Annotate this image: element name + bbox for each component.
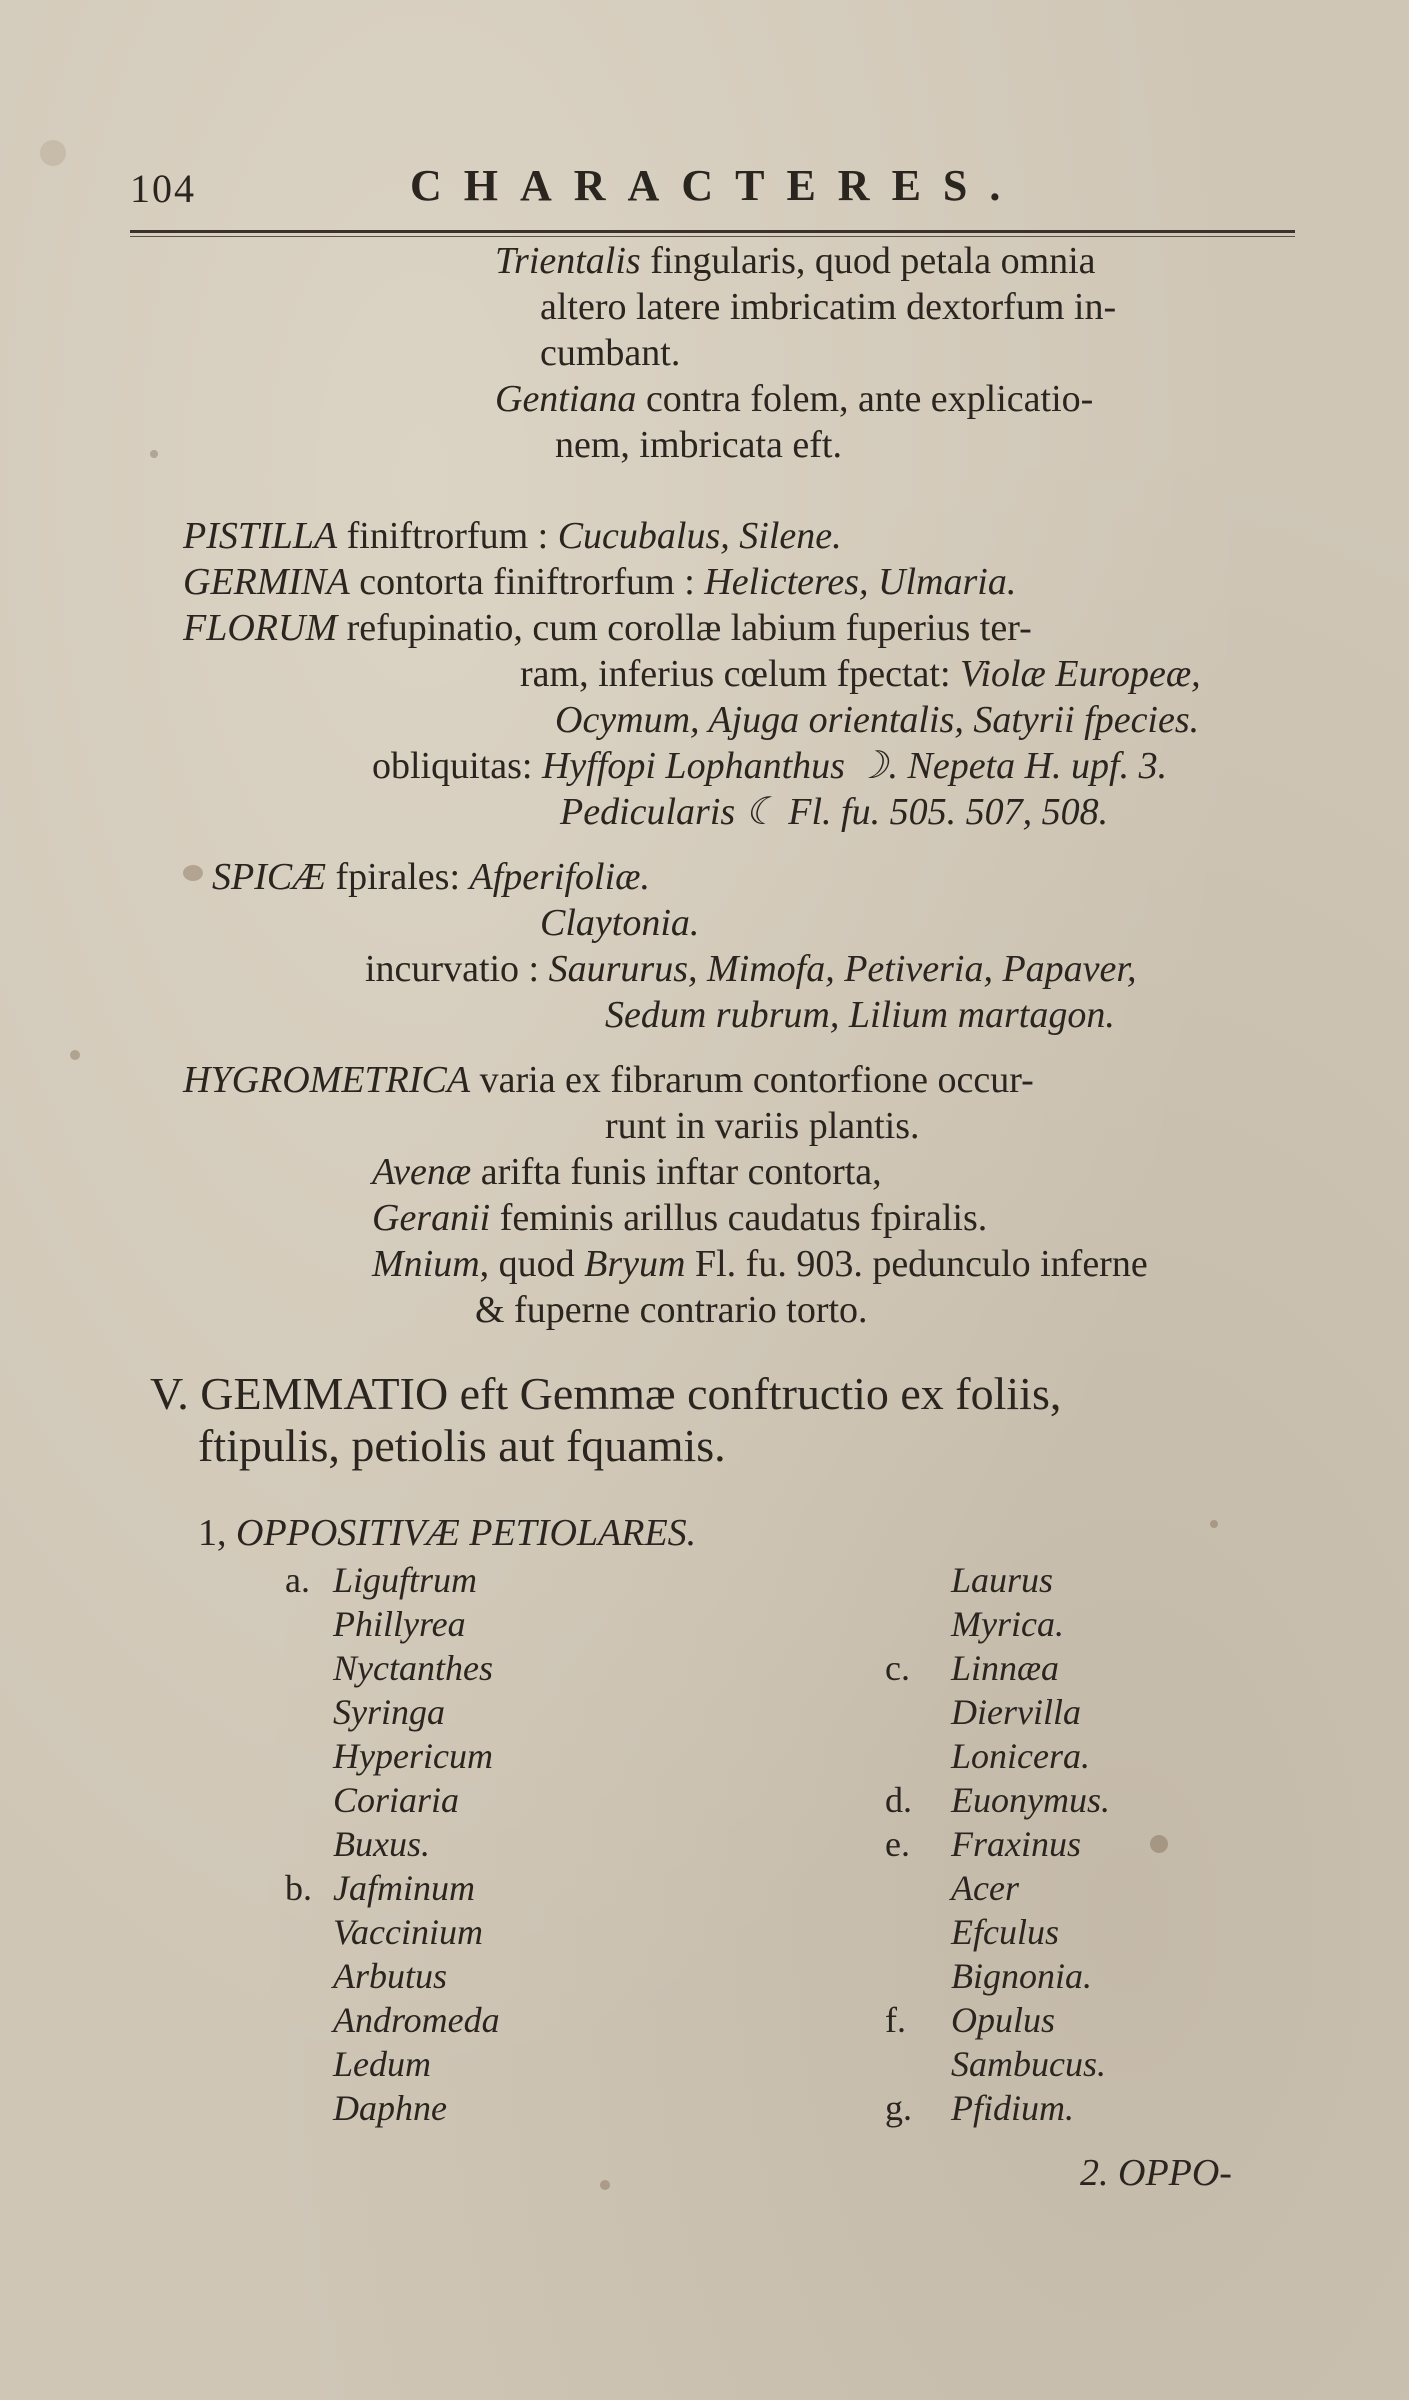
examples: Cucubalus, Silene. xyxy=(557,515,842,557)
genus-name: Phillyrea xyxy=(333,1604,466,1644)
genus-name: Diervilla xyxy=(951,1692,1081,1732)
genus-name: Laurus xyxy=(951,1560,1054,1600)
spicae-line-4: Sedum rubrum, Lilium martagon. xyxy=(605,994,1115,1036)
text-run: contra folem, ante explicatio- xyxy=(636,378,1094,420)
genus-name: Gentiana xyxy=(495,378,637,420)
section-label: PISTILLA xyxy=(183,515,338,557)
list-letter: g. xyxy=(885,2088,912,2128)
oppositivae-heading xyxy=(198,1510,696,1556)
list-item xyxy=(885,1646,1059,1690)
list-item xyxy=(285,1734,493,1778)
gentiana-line-1 xyxy=(495,376,1093,422)
genus-name: Myrica. xyxy=(951,1604,1064,1644)
genus-name: Avenæ xyxy=(372,1151,472,1193)
genus-name: Andromeda xyxy=(333,2000,500,2040)
trientalis-line-2: altero latere imbricatim dextorfum in- xyxy=(540,286,1117,328)
genus-name: Acer xyxy=(951,1868,1019,1908)
text-run: finiftrorfum : xyxy=(337,515,558,557)
foxing-spot xyxy=(1210,1520,1218,1528)
list-item xyxy=(885,1778,1110,1822)
genus-name: Pfidium. xyxy=(951,2088,1074,2128)
list-item xyxy=(885,1822,1081,1866)
genus-name: Linnæa xyxy=(951,1648,1060,1688)
genus-name: Nyctanthes xyxy=(333,1648,493,1688)
examples: Helicteres, Ulmaria. xyxy=(704,561,1017,603)
mnium-line-1 xyxy=(372,1241,1148,1287)
genus-name: Lonicera. xyxy=(951,1736,1090,1776)
text-run: Fl. fu. 903. pedunculo inferne xyxy=(685,1243,1148,1285)
gemmatio-line-1: V. GEMMATIO eft Gemmæ conftructio ex foliis, xyxy=(150,1368,1062,1419)
geranium-line xyxy=(372,1195,987,1241)
text-run: refupinatio, cum corollæ labium fuperius ter- xyxy=(337,607,1032,649)
list-item xyxy=(285,1558,477,1602)
list-letter: c. xyxy=(885,1648,910,1688)
list-item xyxy=(285,1602,466,1646)
genus-name: Arbutus xyxy=(333,1956,448,1996)
hygrometrica-line-1 xyxy=(183,1057,1034,1103)
genus-name: Buxus. xyxy=(333,1824,430,1864)
list-letter: b. xyxy=(285,1868,312,1908)
text-run: fingularis, quod petala omnia xyxy=(640,240,1096,282)
genus-name: Bignonia. xyxy=(951,1956,1092,1996)
foxing-spot xyxy=(40,140,66,166)
mnium-line-2: & fuperne contrario torto. xyxy=(475,1289,868,1331)
foxing-spot xyxy=(150,450,158,458)
list-letter: f. xyxy=(885,2000,906,2040)
avena-line xyxy=(372,1149,882,1195)
heading-number: 1, xyxy=(198,1512,227,1554)
genus-name: Hypericum xyxy=(333,1736,493,1776)
list-item xyxy=(885,1998,1055,2042)
foxing-spot xyxy=(183,865,203,881)
list-item xyxy=(885,1734,1090,1778)
examples: Afperifoliæ. xyxy=(469,856,651,898)
trientalis-line-1 xyxy=(495,238,1096,284)
genus-name: Jafminum xyxy=(333,1868,475,1908)
list-item xyxy=(885,1558,1053,1602)
running-title: CHARACTERES. xyxy=(410,161,1023,210)
foxing-spot xyxy=(1150,1835,1168,1853)
list-item xyxy=(285,1954,447,1998)
genus-name: Euonymus. xyxy=(951,1780,1110,1820)
list-item xyxy=(285,1778,459,1822)
text-run: incurvatio : xyxy=(365,948,549,990)
section-label: SPICÆ xyxy=(212,856,326,898)
text-run: varia ex fibrarum contorfione occur- xyxy=(470,1059,1034,1101)
list-item xyxy=(885,1866,1019,1910)
list-item xyxy=(885,1954,1092,1998)
text-run: arifta funis inftar contorta, xyxy=(471,1151,882,1193)
hygrometrica-line-2: runt in variis plantis. xyxy=(605,1105,920,1147)
section-label: FLORUM xyxy=(183,607,338,649)
section-label: GERMINA xyxy=(183,561,350,603)
genus-name: Syringa xyxy=(333,1692,445,1732)
gemmatio-line-2: ftipulis, petiolis aut fquamis. xyxy=(198,1420,726,1471)
genus-name: Coriaria xyxy=(333,1780,460,1820)
genus-name: Geranii xyxy=(372,1197,491,1239)
genus-name: Vaccinium xyxy=(333,1912,483,1952)
text-run: , quod xyxy=(479,1243,585,1285)
list-item xyxy=(285,2042,431,2086)
florum-line-1 xyxy=(183,605,1032,651)
examples: Saururus, Mimofa, Petiveria, Papaver, xyxy=(548,948,1137,990)
foxing-spot xyxy=(70,1050,80,1060)
list-item xyxy=(285,1646,493,1690)
list-item xyxy=(285,1910,483,1954)
heading-text: OPPOSITIVÆ PETIOLARES. xyxy=(236,1512,697,1554)
genus-name: Liguftrum xyxy=(333,1560,478,1600)
list-item xyxy=(885,2086,1074,2130)
list-item xyxy=(285,1998,500,2042)
list-letter: e. xyxy=(885,1824,910,1864)
list-item xyxy=(885,1910,1059,1954)
genus-name: Opulus xyxy=(951,2000,1056,2040)
florum-line-5: Pedicularis ☾ Fl. fu. 505. 507, 508. xyxy=(560,791,1109,833)
spicae-line-3 xyxy=(365,946,1137,992)
list-item xyxy=(885,1690,1081,1734)
spicae-line-1 xyxy=(212,854,650,900)
examples: Violæ Europeæ, xyxy=(960,653,1201,695)
list-item xyxy=(885,1602,1064,1646)
text-run: contorta finiftrorfum : xyxy=(349,561,705,603)
list-letter: a. xyxy=(285,1560,310,1600)
germina-line xyxy=(183,559,1016,605)
text-run: ram, inferius cœlum fpectat: xyxy=(520,653,961,695)
foxing-spot xyxy=(600,2180,610,2190)
spicae-line-2: Claytonia. xyxy=(540,902,700,944)
text-run: obliquitas: xyxy=(372,745,542,787)
florum-line-3: Ocymum, Ajuga orientalis, Satyrii fpecies. xyxy=(555,699,1200,741)
genus-name: Ledum xyxy=(333,2044,431,2084)
list-item xyxy=(285,1822,430,1866)
section-label: HYGROMETRICA xyxy=(183,1059,471,1101)
genus-name: Sambucus. xyxy=(951,2044,1106,2084)
header-rule-thin xyxy=(130,236,1295,237)
examples: Hyffopi Lophanthus ☽. Nepeta H. upf. 3. xyxy=(541,745,1168,787)
list-letter: d. xyxy=(885,1780,912,1820)
florum-line-4 xyxy=(372,743,1167,789)
list-item xyxy=(285,1690,445,1734)
text-run: feminis arillus caudatus fpiralis. xyxy=(490,1197,988,1239)
genus-name: Fraxinus xyxy=(951,1824,1081,1864)
catchword: 2. OPPO- xyxy=(1080,2152,1232,2194)
page-number: 104 xyxy=(130,166,196,211)
text-run: fpirales: xyxy=(326,856,470,898)
list-item xyxy=(285,2086,447,2130)
florum-line-2 xyxy=(520,651,1201,697)
list-item xyxy=(285,1866,475,1910)
genus-name: Mnium xyxy=(372,1243,480,1285)
genus-name: Bryum xyxy=(584,1243,686,1285)
genus-name: Trientalis xyxy=(495,240,641,282)
genus-name: Efculus xyxy=(951,1912,1059,1952)
pistilla-line xyxy=(183,513,842,559)
trientalis-line-3: cumbant. xyxy=(540,332,681,374)
genus-name: Daphne xyxy=(333,2088,447,2128)
list-item xyxy=(885,2042,1106,2086)
gentiana-line-2: nem, imbricata eft. xyxy=(555,424,842,466)
header-rule xyxy=(130,230,1295,233)
